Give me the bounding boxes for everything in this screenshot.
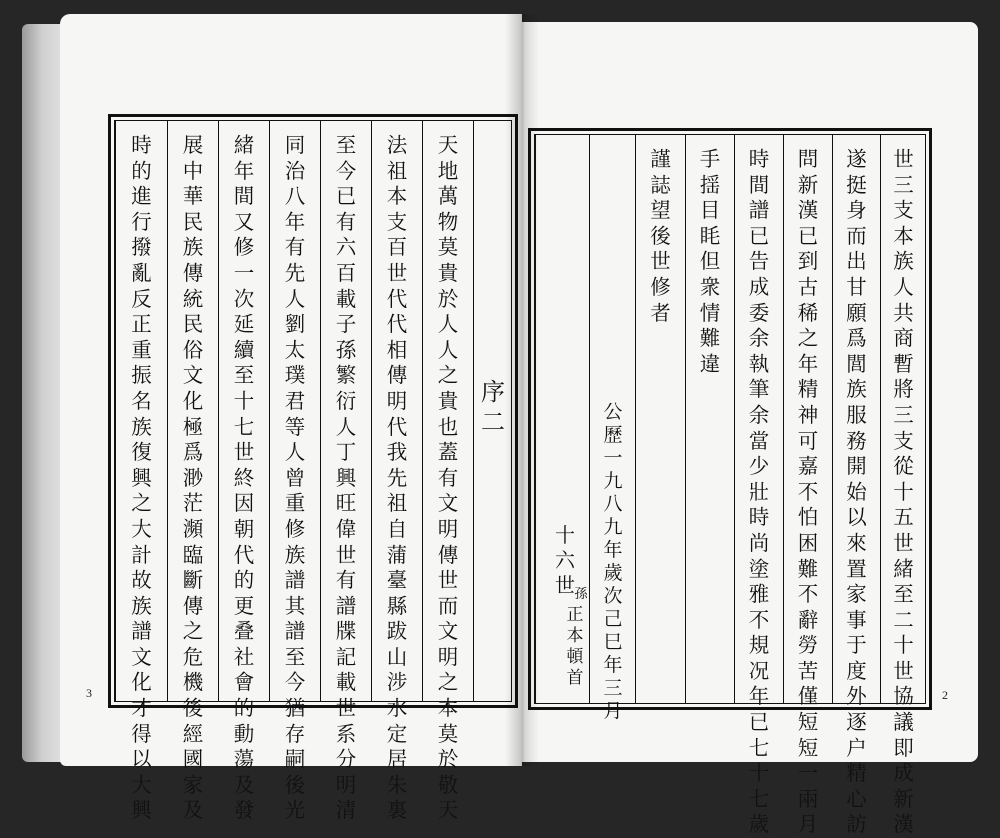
column-text: 同治八年有先人劉太璞君等人曾重修族譜其譜至今猶存嗣後光	[284, 133, 306, 823]
left-column-2	[371, 121, 422, 823]
left-column-6	[167, 121, 218, 823]
column-text: 法祖本支百世代代相傳明代我先祖自蒲臺縣跋山涉水定居朱裏	[386, 133, 408, 823]
right-date-column	[589, 135, 635, 722]
right-column-4	[734, 135, 783, 837]
right-column-3	[783, 135, 832, 837]
column-text: 天地萬物莫貴於人人之貴也蓋有文明傳世而文明之本莫於敬天	[437, 133, 459, 823]
column-text: 至今已有六百載子孫繁衍人丁興旺偉世有譜牒記載世系分明清	[335, 133, 357, 823]
right-column-6	[635, 135, 685, 703]
right-column-5	[685, 135, 734, 703]
column-text: 問新漢已到古稀之年精神可嘉不怕困難不辭勞苦僅短短一兩月	[797, 147, 819, 837]
left-column-4	[269, 121, 320, 823]
column-text: 世三支本族人共商暫將三支從十五世緒至二十世協議即成新漢	[893, 147, 914, 837]
signature-generation: 十六世	[555, 523, 575, 597]
left-column-1	[422, 121, 473, 823]
right-signature-column	[535, 135, 589, 703]
preface-title: 序二	[481, 378, 505, 436]
right-page-frame	[528, 128, 932, 837]
right-column-1	[880, 135, 926, 837]
left-page-frame	[108, 114, 518, 823]
column-text: 緒年間又修一次延續至十七世終因朝代的更叠社會的動蕩及發	[233, 133, 255, 823]
signature-mark: 孫	[574, 587, 588, 602]
column-text: 時的進行撥亂反正重振名族復興之大計故族譜文化才得以大興	[131, 133, 152, 823]
column-text: 遂挺身而出甘願爲閭族服務開始以來置家事于度外逐户精心訪	[846, 147, 867, 837]
left-page	[60, 14, 522, 823]
page-number-left: 3	[86, 686, 92, 700]
column-text: 展中華民族傳統民俗文化極爲渺茫瀕臨斷傳之危機後經國家及	[182, 133, 204, 823]
column-text: 謹誌望後世修者	[650, 147, 671, 325]
book-gutter-shadow	[505, 14, 539, 766]
date-line: 公歷一九八九年歲次己巳年三月	[603, 401, 623, 722]
page-number-right: 2	[942, 688, 948, 702]
signature-name: 正本頓首	[566, 605, 584, 688]
column-text: 時間譜已告成委 余執筆 余當少壯時尚塗雅不規况年已七十七歲	[748, 147, 770, 837]
column-text: 手揺目眊但衆情難違	[699, 147, 721, 376]
right-column-2	[832, 135, 880, 837]
left-column-5	[218, 121, 269, 823]
left-column-3	[320, 121, 371, 823]
left-column-7	[115, 121, 167, 823]
right-page	[522, 22, 978, 837]
